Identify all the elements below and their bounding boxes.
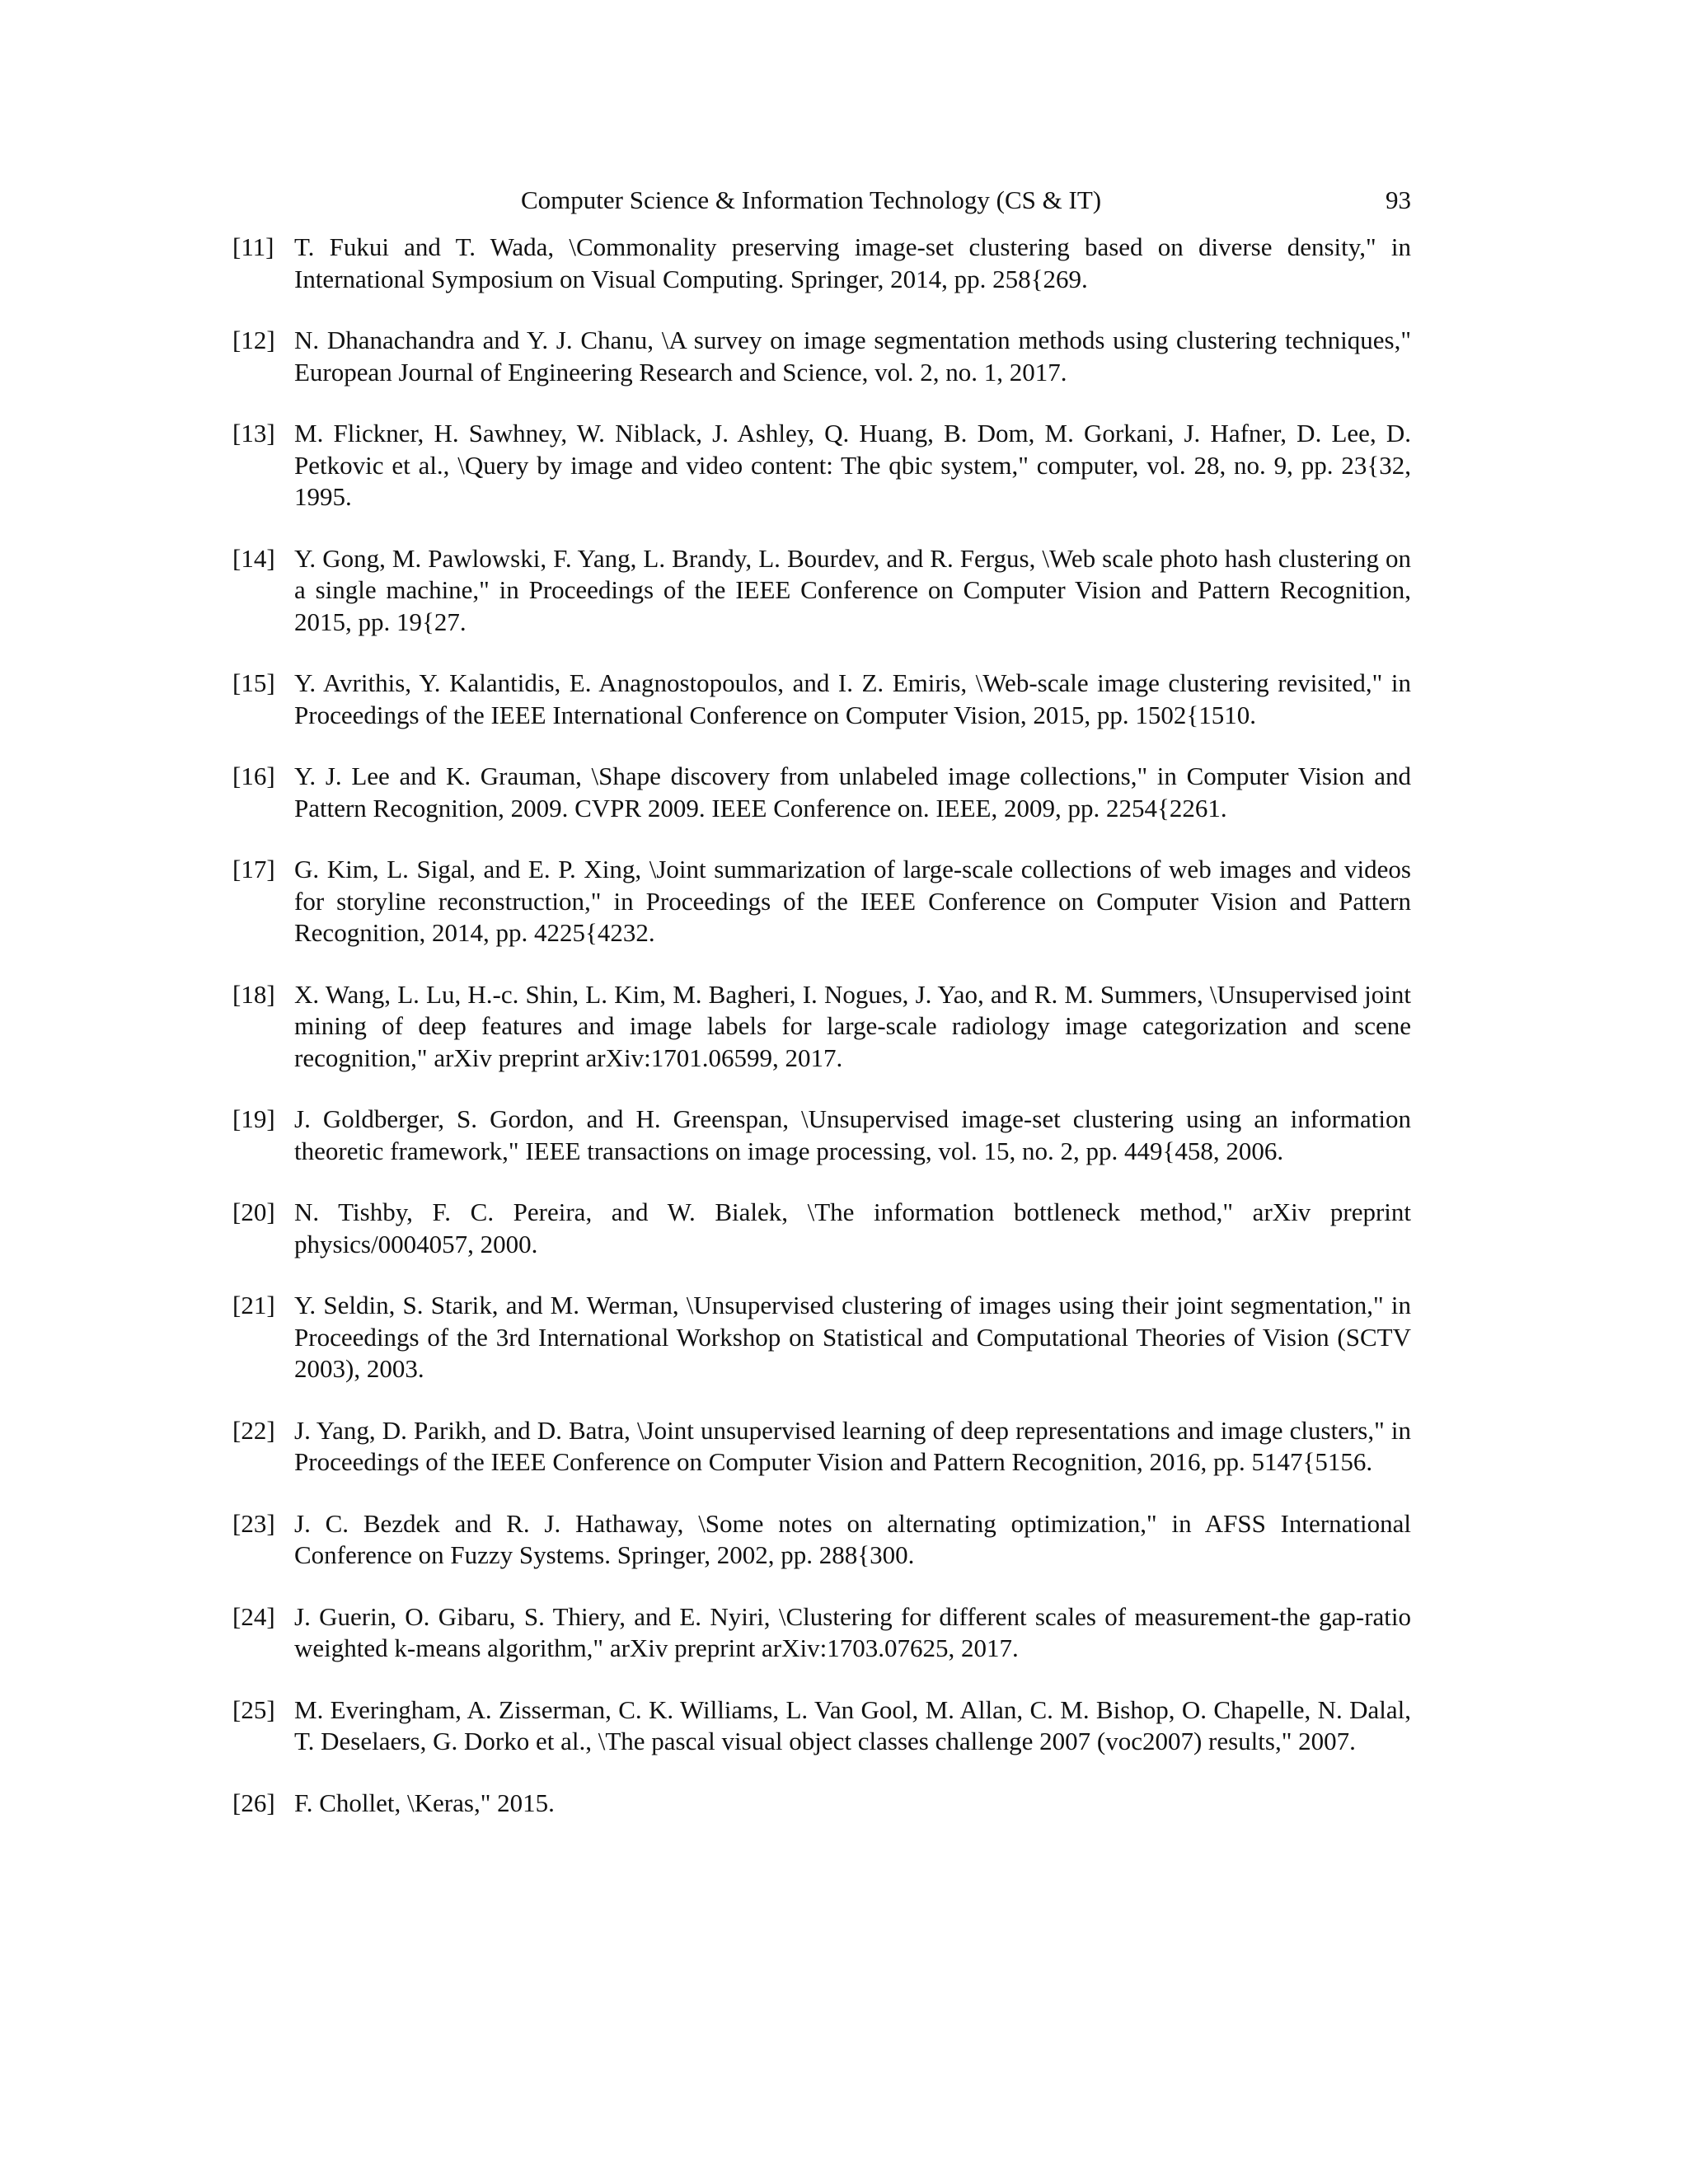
reference-text: N. Tishby, F. C. Pereira, and W. Bialek, \The information bottleneck method," arXiv preprint physics/0004057, 2000. — [294, 1197, 1411, 1258]
reference-number: [12] — [232, 326, 275, 354]
reference-text: N. Dhanachandra and Y. J. Chanu, \A survey on image segmentation methods using clustering techniques," European Journal of Engineering Research and Science, vol. 2, no. 1, 2017. — [294, 326, 1411, 387]
reference-text: J. Guerin, O. Gibaru, S. Thiery, and E. Nyiri, \Clustering for different scales of measurement-the gap-ratio weighted k-means algorithm," arXiv preprint arXiv:1703.07625, 2017. — [294, 1601, 1411, 1662]
reference-text: M. Everingham, A. Zisserman, C. K. Williams, L. Van Gool, M. Allan, C. M. Bishop, O. Chapelle, N. Dalal, T. Deselaers, G. Dorko et al., \The pascal visual object classes challenge 2007 (voc2007) results," 2007. — [294, 1694, 1411, 1755]
reference-item — [232, 668, 1411, 731]
reference-text: F. Chollet, \Keras," 2015. — [294, 1788, 555, 1817]
reference-text: Y. Gong, M. Pawlowski, F. Yang, L. Brandy, L. Bourdev, and R. Fergus, \Web scale photo hash clustering on a single machine," in Proceedings of the IEEE Conference on Computer Vision and Pattern Recognition, 2015, pp. 19{27. — [294, 543, 1411, 636]
journal-title: Computer Science & Information Technology (CS & IT) — [521, 185, 1102, 214]
reference-number: [20] — [232, 1197, 275, 1226]
reference-number: [13] — [232, 419, 275, 448]
reference-text: X. Wang, L. Lu, H.-c. Shin, L. Kim, M. Bagheri, I. Nogues, J. Yao, and R. M. Summers, \Unsupervised joint mining of deep features and image labels for large-scale radiology image categorization and scene recognition," arXiv preprint arXiv:1701.06599, 2017. — [294, 979, 1411, 1072]
reference-item — [232, 1415, 1411, 1479]
reference-text: G. Kim, L. Sigal, and E. P. Xing, \Joint summarization of large-scale collections of web images and videos for storyline reconstruction," in Proceedings of the IEEE Conference on Computer Vision and Pattern Recognition, 2014, pp. 4225{4232. — [294, 855, 1411, 947]
running-header — [521, 181, 1411, 219]
page-number: 93 — [1386, 185, 1411, 214]
reference-number: [24] — [232, 1601, 275, 1631]
reference-number: [26] — [232, 1788, 275, 1817]
reference-item — [232, 418, 1411, 513]
reference-item — [232, 1104, 1411, 1167]
reference-text: T. Fukui and T. Wada, \Commonality preserving image-set clustering based on diverse density," in International Symposium on Visual Computing. Springer, 2014, pp. 258{269. — [294, 232, 1411, 293]
reference-item — [232, 1601, 1411, 1665]
reference-item — [232, 854, 1411, 949]
reference-number: [22] — [232, 1415, 275, 1445]
reference-text: J. Goldberger, S. Gordon, and H. Greenspan, \Unsupervised image-set clustering using an information theoretic framework," IEEE transactions on image processing, vol. 15, no. 2, pp. 449{458, 2006. — [294, 1104, 1411, 1165]
reference-number: [15] — [232, 668, 275, 697]
reference-number: [19] — [232, 1104, 275, 1133]
reference-item — [232, 325, 1411, 388]
reference-number: [16] — [232, 762, 275, 790]
reference-item — [232, 979, 1411, 1075]
reference-text: Y. Avrithis, Y. Kalantidis, E. Anagnostopoulos, and I. Z. Emiris, \Web-scale image clustering revisited," in Proceedings of the IEEE International Conference on Computer Vision, 2015, pp. 1502{1510. — [294, 668, 1411, 729]
reference-number: [14] — [232, 543, 275, 573]
reference-number: [17] — [232, 855, 275, 883]
reference-item — [232, 232, 1411, 295]
reference-item — [232, 1788, 1411, 1820]
reference-item — [232, 761, 1411, 824]
reference-text: Y. Seldin, S. Starik, and M. Werman, \Unsupervised clustering of images using their joint segmentation," in Proceedings of the 3rd International Workshop on Statistical and Computational Theories of Vision (SCTV 2003), 2003. — [294, 1291, 1411, 1383]
reference-text: J. C. Bezdek and R. J. Hathaway, \Some notes on alternating optimization," in AFSS International Conference on Fuzzy Systems. Springer, 2002, pp. 288{300. — [294, 1508, 1411, 1569]
reference-number: [23] — [232, 1508, 275, 1538]
reference-number: [11] — [232, 232, 274, 261]
reference-number: [25] — [232, 1694, 275, 1724]
reference-item — [232, 1508, 1411, 1572]
reference-number: [21] — [232, 1291, 275, 1319]
reference-item — [232, 543, 1411, 639]
reference-text: Y. J. Lee and K. Grauman, \Shape discovery from unlabeled image collections," in Computer Vision and Pattern Recognition, 2009. CVPR 2009. IEEE Conference on. IEEE, 2009, pp. 2254{2261. — [294, 762, 1411, 823]
reference-text: J. Yang, D. Parikh, and D. Batra, \Joint unsupervised learning of deep representations and image clusters," in Proceedings of the IEEE Conference on Computer Vision and Pattern Recognition, 2016, pp. 5147{5156. — [294, 1415, 1411, 1476]
reference-number: [18] — [232, 979, 275, 1009]
reference-item — [232, 1694, 1411, 1758]
reference-list — [232, 232, 1411, 1849]
reference-text: M. Flickner, H. Sawhney, W. Niblack, J. Ashley, Q. Huang, B. Dom, M. Gorkani, J. Hafner, D. Lee, D. Petkovic et al., \Query by image and video content: The qbic system," computer, vol. 28, no. 9, pp. 23{32, 1995. — [294, 419, 1411, 511]
reference-item — [232, 1197, 1411, 1260]
reference-item — [232, 1290, 1411, 1385]
